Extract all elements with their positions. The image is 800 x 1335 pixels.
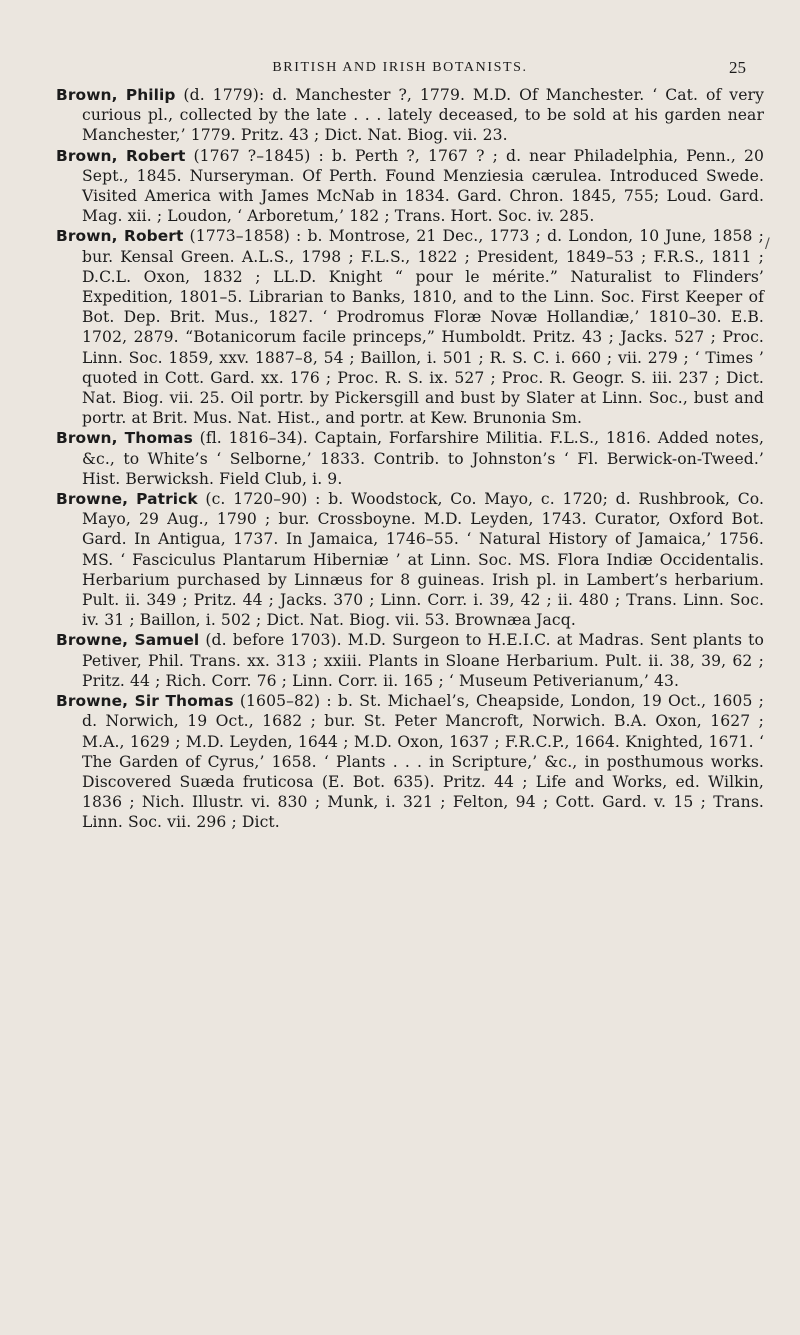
entry-browne-patrick [56, 489, 764, 630]
entry-name: Brown, Robert [56, 146, 186, 165]
entry-brown-philip [56, 85, 764, 146]
entry-text: (1767 ?–1845) : b. Perth ?, 1767 ? ; d. near Philadelphia, Penn., 20 Sept., 1845. Nurseryman. Of Perth. Found Menziesia cærulea. Introduced Swede. Visited America with James McNab in 1834. Gard. Chron. 1845, 755; Loud. Gard. Mag. xii. ; Loudon, ‘ Arboretum,’ 182 ; Trans. Hort. Soc. iv. 285. [82, 146, 764, 226]
entry-text: (fl. 1816–34). Captain, Forfarshire Militia. F.L.S., 1816. Added notes, &c., to White’s ‘ Selborne,’ 1833. Contrib. to Johnston’s ‘ Fl. Berwick-on-Tweed.’ Hist. Berwicksh. Field Club, i. 9. [82, 429, 765, 488]
entry-name: Brown, Thomas [56, 429, 193, 448]
entry-name: Browne, Patrick [56, 490, 198, 509]
entry-text: (1773–1858) : b. Montrose, 21 Dec., 1773 ; d. London, 10 June, 1858 ; bur. Kensal Green. A.L.S., 1798 ; F.L.S., 1822 ; President, 1849–53 ; F.R.S., 1811 ; D.C.L. Oxon, 1832 ; LL.D. Knight “ pour le mérite.” Naturalist to Flinders’ Expedition, 1801–5. Librarian to Banks, 1810, and to the Linn. Soc. First Keeper of Bot. Dep. Brit. Mus., 1827. ‘ Prodromus Floræ Novæ Hollandiæ,’ 1810–30. E.B. 1702, 2879. “Botanicorum facile princeps,” Humboldt. Pritz. 43 ; Jacks. 527 ; Proc. Linn. Soc. 1859, xxv. 1887–8, 54 ; Baillon, i. 501 ; R. S. C. i. 660 ; vii. 279 ; ‘ Times ’ quoted in Cott. Gard. xx. 176 ; Proc. R. S. ix. 527 ; Proc. R. Geogr. S. iii. 237 ; Dict. Nat. Biog. vii. 25. Oil portr. by Pickersgill and bust by Slater at Linn. Soc., bust and portr. at Brit. Mus. Nat. Hist., and portr. at Kew. Brunonia Sm. [82, 227, 764, 428]
entry-text: (d. before 1703). M.D. Surgeon to H.E.I.C. at Madras. Sent plants to Petiver, Phil. Trans. xx. 313 ; xxiii. Plants in Sloane Herbarium. Pult. ii. 38, 39, 62 ; Pritz. 44 ; Rich. Corr. 76 ; Linn. Corr. ii. 165 ; ‘ Museum Petiverianum,’ 43. [82, 631, 764, 690]
entry-text: (d. 1779): d. Manchester ?, 1779. M.D. Of Manchester. ‘ Cat. of very curious pl., collected by the late . . . lately deceased, to be sold at his garden near Manchester,’ 1779. Pritz. 43 ; Dict. Nat. Biog. vii. 23. [82, 86, 764, 145]
entry-brown-robert-1773 [56, 226, 764, 428]
entry-brown-robert-1767 [56, 146, 764, 227]
entry-browne-sir-thomas [56, 691, 764, 832]
entry-name: Browne, Samuel [56, 631, 200, 650]
entry-browne-samuel [56, 630, 764, 691]
entry-brown-thomas [56, 428, 765, 489]
entry-name: Brown, Robert [56, 227, 184, 246]
margin-pencil-mark: / [765, 236, 770, 252]
page-number: 25 [729, 58, 746, 77]
entry-name: Brown, Philip [56, 86, 176, 104]
entries-column [56, 85, 764, 833]
entry-text: (1605–82) : b. St. Michael’s, Cheapside, London, 19 Oct., 1605 ; d. Norwich, 19 Oct., 1682 ; bur. St. Peter Mancroft, Norwich. B.A. Oxon, 1627 ; M.A., 1629 ; M.D. Leyden, 1644 ; M.D. Oxon, 1637 ; F.R.C.P., 1664. Knighted, 1671. ‘ The Garden of Cyrus,’ 1658. ‘ Plants . . . in Scripture,’ &c., in posthumous works. Discovered Suæda fruticosa (E. Bot. 635). Pritz. 44 ; Life and Works, ed. Wilkin, 1836 ; Nich. Illustr. vi. 830 ; Munk, i. 321 ; Felton, 94 ; Cott. Gard. v. 15 ; Trans. Linn. Soc. vii. 296 ; Dict. [82, 692, 764, 832]
running-head: BRITISH AND IRISH BOTANISTS. [272, 60, 528, 75]
page-header [0, 58, 800, 80]
entry-name: Browne, Sir Thomas [56, 692, 234, 711]
entry-text: (c. 1720–90) : b. Woodstock, Co. Mayo, c. 1720; d. Rushbrook, Co. Mayo, 29 Aug., 1790 ; bur. Crossboyne. M.D. Leyden, 1743. Curator, Oxford Bot. Gard. In Antigua, 1737. In Jamaica, 1746–55. ‘ Natural History of Jamaica,’ 1756. MS. ‘ Fasciculus Plantarum Hiberniæ ’ at Linn. Soc. MS. Flora Indiæ Occidentalis. Herbarium purchased by Linnæus for 8 guineas. Irish pl. in Lambert’s herbarium. Pult. ii. 349 ; Pritz. 44 ; Jacks. 370 ; Linn. Corr. i. 39, 42 ; ii. 480 ; Trans. Linn. Soc. iv. 31 ; Baillon, i. 502 ; Dict. Nat. Biog. vii. 53. Brownæa Jacq. [82, 490, 764, 630]
